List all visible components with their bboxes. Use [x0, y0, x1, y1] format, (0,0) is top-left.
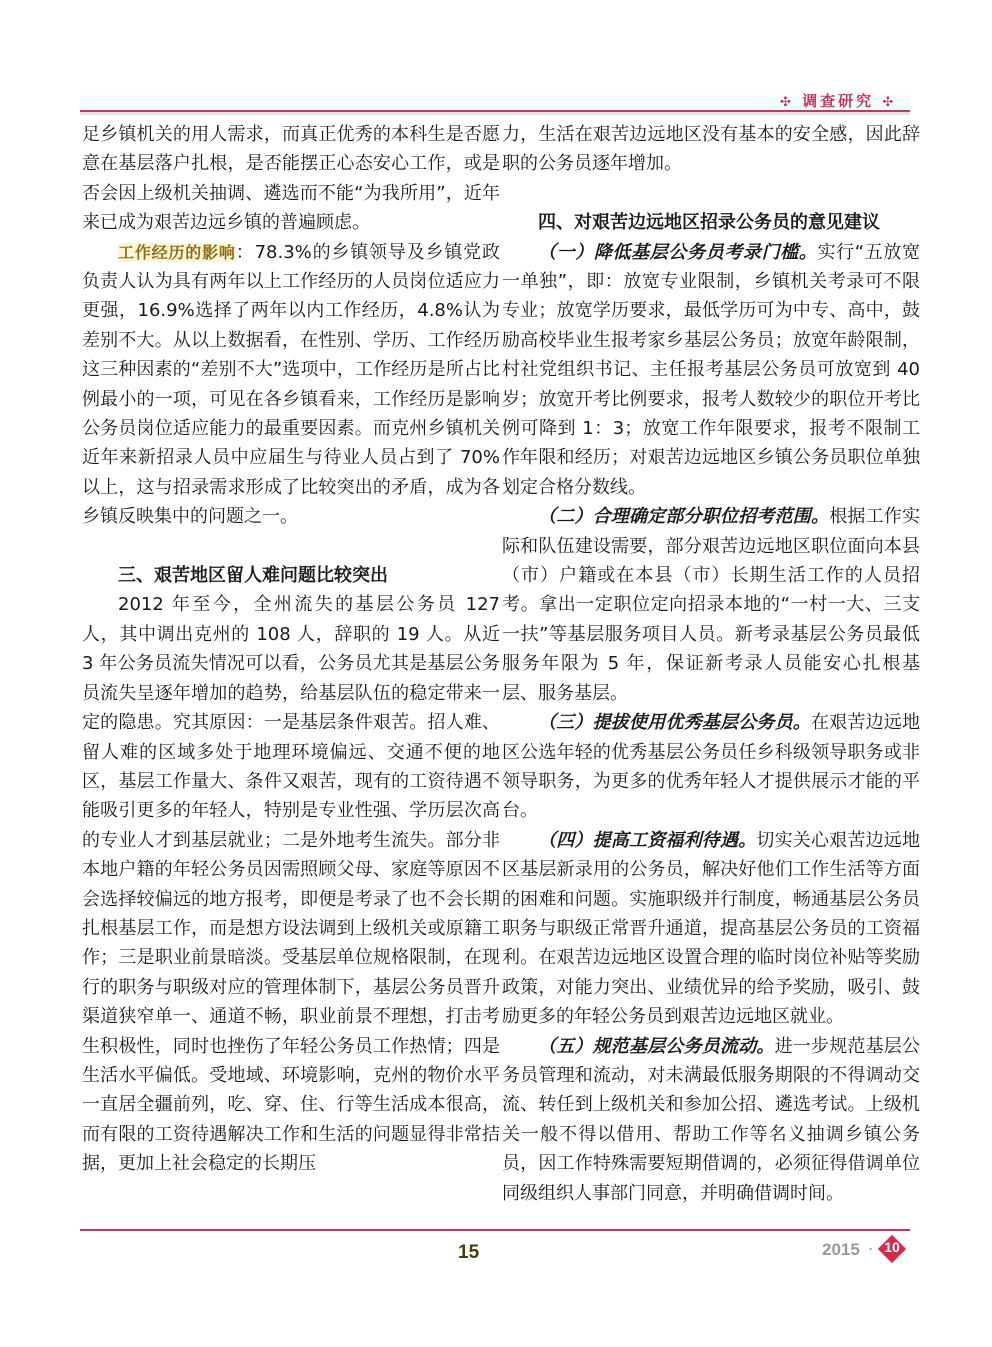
footer-rule — [80, 1229, 910, 1231]
section-tag — [780, 90, 896, 111]
issue-number: 10 — [884, 1239, 900, 1255]
suggestion-body: 实行“五放宽一单独”，即：放宽专业限制，乡镇机关考录可不限专业；放宽学历要求，最低学历可为中专、高中，鼓励高校毕业生报考家乡基层公务员；放宽年龄限制，村社党组织书记、主任报考基层公务员可放宽到 40 岁；放宽开考比例要求，报考人数较少的职位开考比例可降到 1：3；放宽工作年限要求，报考不限制工作年限和经历；对艰苦边远地区乡镇公务员职位单独划定合格分数线。 — [502, 241, 921, 498]
section-tag-label: 调查研究 — [802, 92, 875, 110]
suggestion-body: 在艰苦边远地区公选年轻的优秀基层公务员任乡科级领导职务或非领导职务，为更多的优秀年轻人才提供展示才能的平台。 — [502, 712, 920, 822]
suggestion-body: 进一步规范基层公务员管理和流动，对未满最低服务期限的不得调动交流、转任到上级机关和参加公招、遴选考试。上级机关一般不得以借用、帮助工作等名义抽调乡镇公务员，因工作特殊需要短期借调的，必须征得借调单位同级组织人事部门同意，并明确借调时间。 — [502, 1035, 921, 1204]
suggestion-title: （四）提高工资福利待遇。 — [538, 829, 757, 851]
right-column — [502, 120, 920, 1208]
section-heading-4: 四、对艰苦边远地区招录公务员的意见建议 — [538, 212, 880, 234]
suggestion-title: （三）提拔使用优秀基层公务员。 — [538, 712, 811, 734]
suggestion-title: （一）降低基层公务员考录门槛。 — [538, 241, 818, 263]
suggestion-body: 根据工作实际和队伍建设需要，部分艰苦边远地区职位面向本县（市）户籍或在本县（市）长期生活工作的人员招考。拿出一定职位定向招录本地的“一村一大、三支一扶”等基层服务项目人员。新考录基层公务员最低服务年限为 5 年，保证新考录人员能安心扎根基层、服务基层。 — [502, 506, 921, 704]
paragraph: 足乡镇机关的用人需求，而真正优秀的本科生是否愿意在基层落户扎根，是否能摆正心态安心工作，或是否会因上级机关抽调、遴选而不能“为我所用”，近年来已成为艰苦边远乡镇的普遍顾虑。 — [82, 124, 500, 234]
suggestion-2 — [502, 502, 920, 708]
suggestion-body: 切实关心艰苦边远地区基层新录用的公务员，解决好他们工作生活等方面的困难和问题。实施职级并行制度，畅通基层公务员职务与职级正常晋升通道，提高基层公务员的工资福利。在艰苦边远地区设置合理的临时岗位补贴等奖励政策，对能力突出、业绩优异的给予奖励，吸引、鼓励更多的年轻公务员到艰苦边远地区就业。 — [502, 829, 921, 1028]
spacer — [502, 179, 920, 208]
paragraph-body: ：78.3%的乡镇领导及乡镇党政负责人认为具有两年以上工作经历的人员岗位适应力更强，16.9%选择了两年以内工作经历，4.8%认为差别不大。从以上数据看，在性别、学历、工作经历这三种因素的“差别不大”选项中，工作经历是所占比例最小的一项，可见在各乡镇看来，工作经历是影响公务员岗位适应能力的最重要因素。而克州乡镇机关近年来新招录人员中应届生与待业人员占到了 70%以上，这与招录需求形成了比较突出的矛盾，成为各乡镇反映集中的问题之一。 — [82, 241, 500, 528]
ornament-cross-icon: ✣ — [780, 95, 794, 110]
issue-year: 2015 — [822, 1240, 860, 1259]
header-rule-shadow — [80, 112, 910, 115]
paragraph-work-experience — [82, 238, 500, 532]
suggestion-5 — [502, 1032, 920, 1208]
page-number: 15 — [458, 1242, 480, 1263]
spacer — [82, 532, 500, 561]
paragraph: 力，生活在艰苦边远地区没有基本的安全感，因此辞职的公务员逐年增加。 — [502, 124, 920, 175]
issue-separator: · — [868, 1240, 874, 1260]
suggestion-title: （二）合理确定部分职位招考范围。 — [538, 506, 830, 528]
section-heading-3: 三、艰苦地区留人难问题比较突出 — [118, 565, 388, 587]
suggestion-title: （五）规范基层公务员流动。 — [538, 1035, 775, 1057]
issue-badge — [879, 1236, 905, 1262]
left-column — [82, 120, 500, 1179]
suggestion-3 — [502, 708, 920, 826]
suggestion-1 — [502, 238, 920, 503]
paragraph: 2012 年至今，全州流失的基层公务员 127 人，其中调出克州的 108 人，辞职的 19 人。从近 3 年公务员流失情况可以看，公务员尤其是基层公务员流失呈逐年增加的趋势，给基层队伍的稳定带来一定的隐患。究其原因：一是基层条件艰苦。招人难、留人难的区域多处于地理环境偏远、交通不便的地区，基层工作量大、条件又艰苦，现有的工资待遇不能吸引更多的年轻人，特别是专业性强、学历层次高的专业人才到基层就业；二是外地考生流失。部分非本地户籍的年轻公务员因需照顾父母、家庭等原因不会选择较偏远的地方报考，即便是考录了也不会长期扎根基层工作，而是想方设法调到上级机关或原籍工作；三是职业前景暗淡。受基层单位规格限制，在现行的职务与职级对应的管理体制下，基层公务员晋升渠道狭窄单一、通道不畅，职业前景不理想，打击考生积极性，同时也挫伤了年轻公务员工作热情；四是生活水平偏低。受地域、环境影响，克州的物价水平一直居全疆前列，吃、穿、住、行等生活成本很高，而有限的工资待遇解决工作和生活的问题显得非常拮据，更加上社会稳定的长期压 — [82, 594, 500, 1175]
lead-in-label: 工作经历的影响 — [118, 242, 236, 262]
ornament-cross-icon: ✣ — [882, 95, 897, 110]
suggestion-4 — [502, 826, 920, 1032]
